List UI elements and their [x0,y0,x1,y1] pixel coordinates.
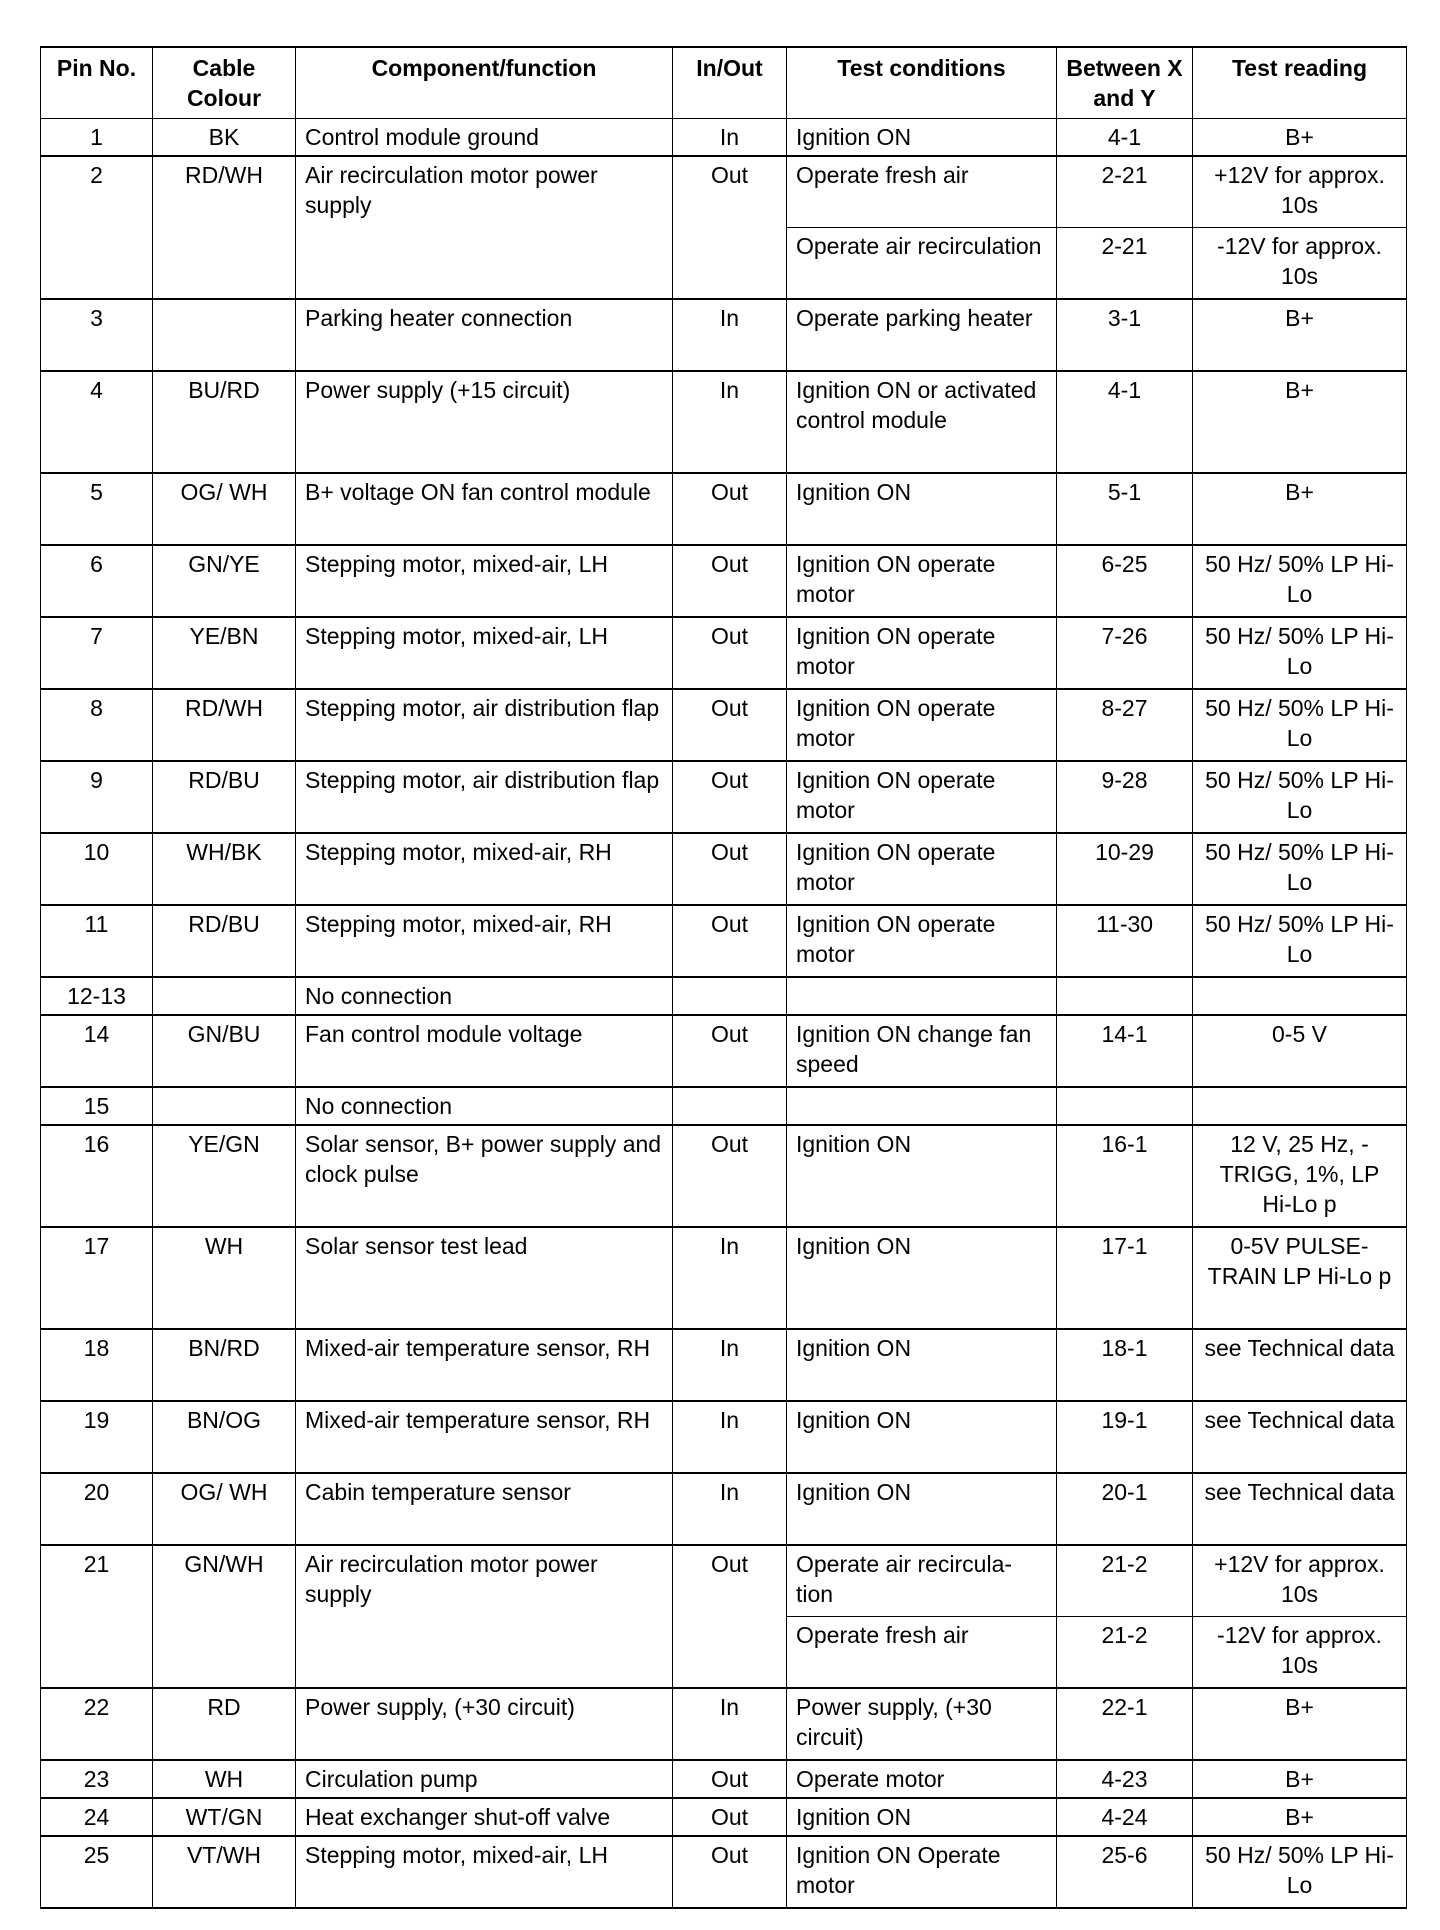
test-conditions [787,1087,1057,1125]
component-function: Cabin temperature sensor [296,1473,673,1545]
component-function: No connection [296,977,673,1015]
table-body [41,119,1407,1909]
cable-colour: BN/RD [153,1329,296,1401]
component-function: Control module ground [296,119,673,157]
table-row [41,1798,1407,1836]
table-header [41,47,1407,119]
pin-number: 10 [41,833,153,905]
component-function: Stepping motor, mixed-air, LH [296,545,673,617]
pin-number: 14 [41,1015,153,1087]
table-row [41,1545,1407,1617]
test-reading: 50 Hz/ 50% LP Hi-Lo [1193,545,1407,617]
between-x-y: 19-1 [1057,1401,1193,1473]
test-conditions: Ignition ON operate motor [787,689,1057,761]
between-x-y: 4-1 [1057,371,1193,473]
cable-colour: OG/ WH [153,1473,296,1545]
cable-colour: BN/OG [153,1401,296,1473]
test-reading: B+ [1193,1798,1407,1836]
test-conditions: Ignition ON [787,473,1057,545]
pin-number: 19 [41,1401,153,1473]
cable-colour: RD/WH [153,156,296,299]
component-function: Stepping motor, mixed-air, RH [296,833,673,905]
test-conditions: Ignition ON Operate motor [787,1836,1057,1908]
cable-colour: BK [153,119,296,157]
test-conditions: Operate motor [787,1760,1057,1798]
table-row [41,1836,1407,1908]
pin-number: 4 [41,371,153,473]
pin-number: 17 [41,1227,153,1329]
cable-colour: GN/YE [153,545,296,617]
header-in-out: In/Out [673,47,787,119]
cable-colour: GN/WH [153,1545,296,1688]
test-conditions: Ignition ON [787,1125,1057,1227]
in-out: Out [673,617,787,689]
pin-number: 15 [41,1087,153,1125]
in-out: Out [673,1760,787,1798]
pin-number: 20 [41,1473,153,1545]
between-x-y: 17-1 [1057,1227,1193,1329]
cable-colour [153,977,296,1015]
cable-colour: WH [153,1760,296,1798]
test-reading [1193,977,1407,1015]
cable-colour: OG/ WH [153,473,296,545]
between-x-y: 21-2 [1057,1617,1193,1689]
table-row [41,545,1407,617]
between-x-y: 5-1 [1057,473,1193,545]
in-out: Out [673,156,787,299]
test-reading: B+ [1193,119,1407,157]
test-conditions: Operate parking heater [787,299,1057,371]
component-function: Mixed-air temperature sensor, RH [296,1401,673,1473]
test-reading: 50 Hz/ 50% LP Hi-Lo [1193,905,1407,977]
component-function: Circulation pump [296,1760,673,1798]
test-conditions: Ignition ON [787,1473,1057,1545]
test-conditions: Ignition ON [787,119,1057,157]
test-reading: see Technical data [1193,1401,1407,1473]
pin-number: 11 [41,905,153,977]
in-out: Out [673,1015,787,1087]
test-conditions [787,977,1057,1015]
test-conditions: Ignition ON [787,1401,1057,1473]
table-row [41,689,1407,761]
in-out: Out [673,1836,787,1908]
between-x-y: 21-2 [1057,1545,1193,1617]
component-function: Fan control module voltage [296,1015,673,1087]
cable-colour: WT/GN [153,1798,296,1836]
test-reading: 50 Hz/ 50% LP Hi-Lo [1193,1836,1407,1908]
table-row [41,905,1407,977]
table-row [41,617,1407,689]
test-reading: B+ [1193,473,1407,545]
table-row [41,1688,1407,1760]
test-conditions: Operate air recircula-tion [787,1545,1057,1617]
in-out: Out [673,1798,787,1836]
between-x-y: 4-23 [1057,1760,1193,1798]
in-out: Out [673,1545,787,1688]
table-row [41,1227,1407,1329]
test-conditions: Operate fresh air [787,1617,1057,1689]
component-function: Stepping motor, air distribution flap [296,689,673,761]
pin-number: 7 [41,617,153,689]
between-x-y: 3-1 [1057,299,1193,371]
header-pin-no: Pin No. [41,47,153,119]
in-out: Out [673,473,787,545]
pin-number: 22 [41,1688,153,1760]
table-row [41,473,1407,545]
in-out: Out [673,761,787,833]
pin-number: 23 [41,1760,153,1798]
component-function: Stepping motor, mixed-air, RH [296,905,673,977]
test-reading: -12V for approx. 10s [1193,1617,1407,1689]
table-row [41,977,1407,1015]
between-x-y [1057,1087,1193,1125]
header-row [41,47,1407,119]
test-conditions: Ignition ON operate motor [787,545,1057,617]
in-out: Out [673,833,787,905]
component-function: Air recirculation motor power supply [296,156,673,299]
component-function: Power supply (+15 circuit) [296,371,673,473]
in-out: Out [673,689,787,761]
pin-number: 5 [41,473,153,545]
component-function: Mixed-air temperature sensor, RH [296,1329,673,1401]
table-row [41,119,1407,157]
component-function: Stepping motor, air distribution flap [296,761,673,833]
cable-colour: RD/WH [153,689,296,761]
in-out: In [673,1401,787,1473]
pin-number: 6 [41,545,153,617]
between-x-y: 10-29 [1057,833,1193,905]
component-function: Air recirculation motor power supply [296,1545,673,1688]
test-reading: B+ [1193,1760,1407,1798]
component-function: Parking heater connection [296,299,673,371]
between-x-y: 14-1 [1057,1015,1193,1087]
cable-colour: VT/WH [153,1836,296,1908]
in-out: Out [673,1125,787,1227]
test-reading: 50 Hz/ 50% LP Hi-Lo [1193,833,1407,905]
component-function: Power supply, (+30 circuit) [296,1688,673,1760]
component-function: Heat exchanger shut-off valve [296,1798,673,1836]
between-x-y: 20-1 [1057,1473,1193,1545]
in-out [673,1087,787,1125]
table-row [41,1125,1407,1227]
between-x-y: 9-28 [1057,761,1193,833]
pin-assignment-table [40,46,1407,1909]
in-out: Out [673,545,787,617]
component-function: Stepping motor, mixed-air, LH [296,1836,673,1908]
test-conditions: Ignition ON operate motor [787,761,1057,833]
pin-number: 18 [41,1329,153,1401]
pin-number: 2 [41,156,153,299]
cable-colour: WH [153,1227,296,1329]
test-reading: see Technical data [1193,1473,1407,1545]
cable-colour: BU/RD [153,371,296,473]
test-reading: 50 Hz/ 50% LP Hi-Lo [1193,761,1407,833]
between-x-y: 11-30 [1057,905,1193,977]
test-conditions: Ignition ON operate motor [787,905,1057,977]
pin-number: 25 [41,1836,153,1908]
test-reading: B+ [1193,371,1407,473]
component-function: B+ voltage ON fan control module [296,473,673,545]
table-row [41,1473,1407,1545]
cable-colour: RD/BU [153,761,296,833]
between-x-y: 2-21 [1057,156,1193,228]
in-out: In [673,1688,787,1760]
pin-number: 9 [41,761,153,833]
test-reading: 0-5 V [1193,1015,1407,1087]
component-function: Solar sensor, B+ power supply and clock pulse [296,1125,673,1227]
test-reading: +12V for approx. 10s [1193,1545,1407,1617]
test-reading [1193,1087,1407,1125]
between-x-y [1057,977,1193,1015]
table-row [41,299,1407,371]
pin-number: 12-13 [41,977,153,1015]
test-reading: B+ [1193,299,1407,371]
test-conditions: Ignition ON operate motor [787,617,1057,689]
pin-number: 24 [41,1798,153,1836]
table-row [41,1329,1407,1401]
component-function: No connection [296,1087,673,1125]
test-conditions: Ignition ON [787,1798,1057,1836]
test-conditions: Ignition ON or activated control module [787,371,1057,473]
cable-colour [153,299,296,371]
test-reading: -12V for approx. 10s [1193,228,1407,300]
between-x-y: 18-1 [1057,1329,1193,1401]
between-x-y: 6-25 [1057,545,1193,617]
test-conditions: Ignition ON [787,1329,1057,1401]
pin-table-sheet [40,46,1406,1909]
table-row [41,833,1407,905]
cable-colour: YE/BN [153,617,296,689]
in-out: In [673,1227,787,1329]
test-reading: +12V for approx. 10s [1193,156,1407,228]
pin-number: 8 [41,689,153,761]
table-row [41,761,1407,833]
table-row [41,1087,1407,1125]
component-function: Solar sensor test lead [296,1227,673,1329]
cable-colour: YE/GN [153,1125,296,1227]
in-out: In [673,371,787,473]
between-x-y: 2-21 [1057,228,1193,300]
pin-number: 3 [41,299,153,371]
component-function: Stepping motor, mixed-air, LH [296,617,673,689]
test-conditions: Ignition ON [787,1227,1057,1329]
in-out: In [673,1473,787,1545]
table-row [41,156,1407,228]
test-reading: 12 V, 25 Hz, -TRIGG, 1%, LP Hi-Lo p [1193,1125,1407,1227]
header-cable-colour: Cable Colour [153,47,296,119]
in-out: In [673,119,787,157]
between-x-y: 16-1 [1057,1125,1193,1227]
header-component-function: Component/function [296,47,673,119]
between-x-y: 7-26 [1057,617,1193,689]
table-row [41,1015,1407,1087]
test-conditions: Ignition ON change fan speed [787,1015,1057,1087]
test-conditions: Operate air recirculation [787,228,1057,300]
pin-number: 21 [41,1545,153,1688]
between-x-y: 8-27 [1057,689,1193,761]
in-out [673,977,787,1015]
cable-colour [153,1087,296,1125]
in-out: In [673,1329,787,1401]
test-conditions: Operate fresh air [787,156,1057,228]
between-x-y: 25-6 [1057,1836,1193,1908]
header-test-reading: Test reading [1193,47,1407,119]
header-test-conditions: Test conditions [787,47,1057,119]
cable-colour: WH/BK [153,833,296,905]
test-reading: see Technical data [1193,1329,1407,1401]
test-reading: B+ [1193,1688,1407,1760]
between-x-y: 4-24 [1057,1798,1193,1836]
between-x-y: 4-1 [1057,119,1193,157]
in-out: Out [673,905,787,977]
table-row [41,1760,1407,1798]
test-conditions: Power supply, (+30 circuit) [787,1688,1057,1760]
header-between-x-y: Between X and Y [1057,47,1193,119]
table-row [41,371,1407,473]
test-reading: 50 Hz/ 50% LP Hi-Lo [1193,617,1407,689]
test-reading: 50 Hz/ 50% LP Hi-Lo [1193,689,1407,761]
pin-number: 16 [41,1125,153,1227]
test-reading: 0-5V PULSE-TRAIN LP Hi-Lo p [1193,1227,1407,1329]
cable-colour: GN/BU [153,1015,296,1087]
test-conditions: Ignition ON operate motor [787,833,1057,905]
table-row [41,1401,1407,1473]
pin-number: 1 [41,119,153,157]
in-out: In [673,299,787,371]
between-x-y: 22-1 [1057,1688,1193,1760]
cable-colour: RD/BU [153,905,296,977]
cable-colour: RD [153,1688,296,1760]
